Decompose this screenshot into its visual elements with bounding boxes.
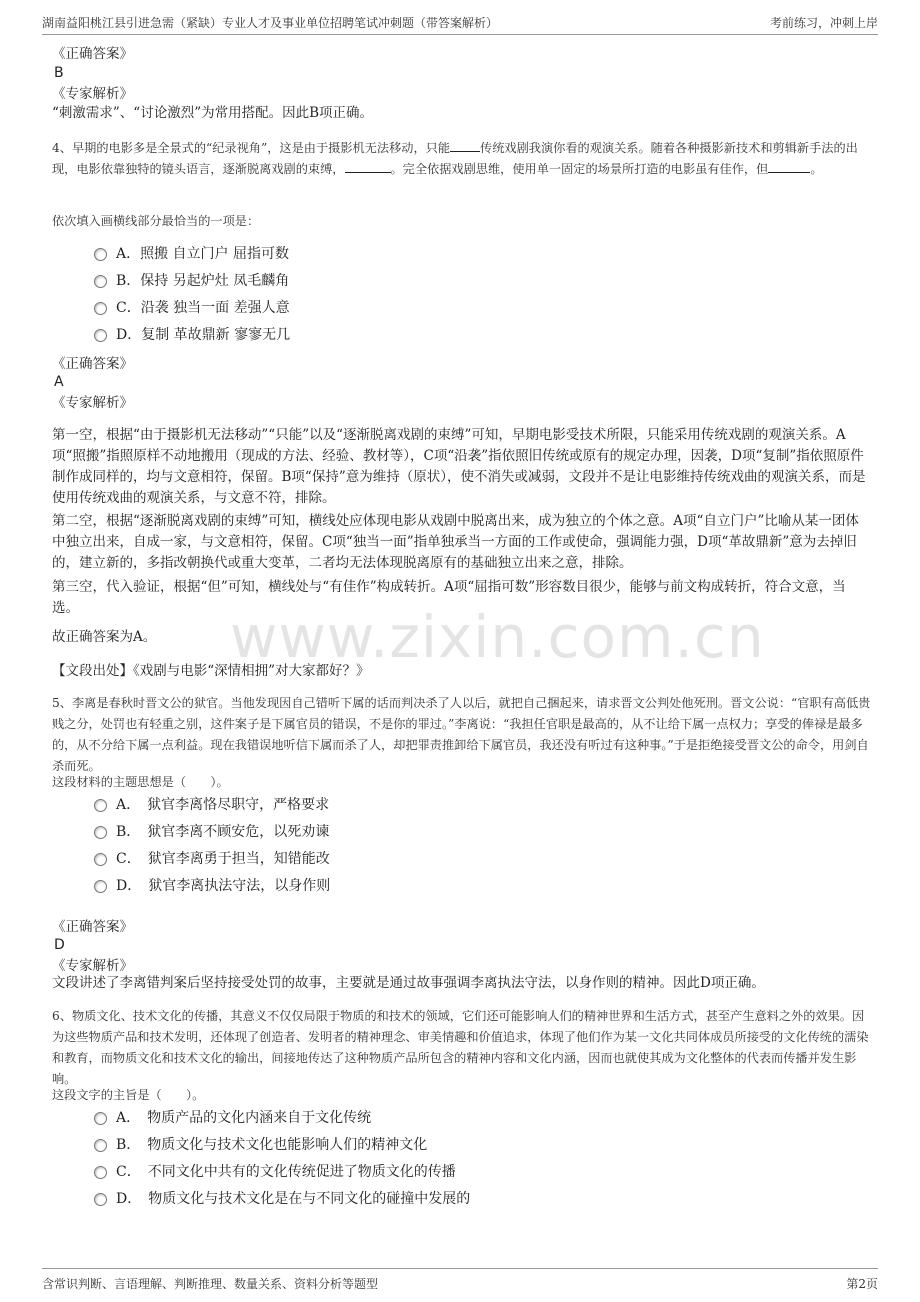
question-6-text: 6、物质文化、技术文化的传播，其意义不仅仅局限于物质的和技术的领域，它们还可能影响人们的精神世界和生活方式，甚至产生意料之外的效果。因为这些物质产品和技术发明，还体现了创造者、发明者的精神理念、审美情趣和价值追求，体现了他们作为某一文化共同体成员所接受的文化传统的濡染和教育，而物质文化和技术文化的输出，间接地传达了这种物质产品所包含的精神内容和文化内涵，因而也就使其成为文化整体的代表而传播并发生影响。 bbox=[52, 1009, 869, 1086]
analysis-label: 《专家解析》 bbox=[52, 86, 133, 102]
question-5-prompt: 这段材料的主题思想是（ ）。 bbox=[52, 775, 229, 789]
q5-option-c[interactable]: C． 狱官李离勇于担当，知错能改 bbox=[94, 849, 330, 869]
answer-label: 《正确答案》 bbox=[52, 46, 133, 62]
answer-value: D bbox=[54, 937, 65, 953]
radio-icon[interactable] bbox=[94, 275, 107, 288]
analysis-text: 文段讲述了李离错判案后坚持接受处罚的故事，主要就是通过故事强调李离执法守法，以身作则的精神。因此D项正确。 bbox=[52, 975, 765, 991]
source-note: 【文段出处】《戏剧与电影“深情相拥”对大家都好？》 bbox=[52, 663, 370, 679]
radio-icon[interactable] bbox=[94, 302, 107, 315]
answer-value: B bbox=[54, 65, 64, 81]
footer-topics: 含常识判断、言语理解、判断推理、数量关系、资料分析等题型 bbox=[42, 1277, 379, 1291]
radio-icon[interactable] bbox=[94, 826, 107, 839]
page-number: 第2页 bbox=[846, 1277, 878, 1291]
radio-icon[interactable] bbox=[94, 1139, 107, 1152]
page-header bbox=[42, 8, 878, 35]
q4-option-d[interactable]: D．复制 革故鼎新 寥寥无几 bbox=[94, 325, 290, 345]
radio-icon[interactable] bbox=[94, 329, 107, 342]
watermark: www.zixin.com.cn bbox=[230, 603, 765, 671]
analysis-label: 《专家解析》 bbox=[52, 958, 133, 974]
radio-icon[interactable] bbox=[94, 248, 107, 261]
analysis-paragraph-1: 第一空，根据“由于摄影机无法移动”“只能”以及“逐渐脱离戏剧的束缚”可知，早期电影受技术所限，只能采用传统戏剧的观演关系。A项“照搬”指照原样不动地搬用（现成的方法、经验、教材等），C项“沿袭”指依照旧传统或原有的规定办理，因袭，D项“复制”指依照原件制作成同样的，均与文意相符，保留。B项“保持”意为维持（原状），使不消失或减弱，文段并不是让电影维持传统戏曲的观演关系，而是使用传统戏曲的观演关系，与文意不符，排除。 bbox=[52, 427, 866, 506]
question-4-instruction: 依次填入画横线部分最恰当的一项是： bbox=[52, 214, 260, 228]
q6-option-a[interactable]: A． 物质产品的文化内涵来自于文化传统 bbox=[94, 1108, 371, 1128]
answer-label: 《正确答案》 bbox=[52, 356, 133, 372]
page-footer bbox=[42, 1268, 878, 1295]
radio-icon[interactable] bbox=[94, 853, 107, 866]
q6-option-b[interactable]: B． 物质文化与技术文化也能影响人们的精神文化 bbox=[94, 1135, 427, 1155]
header-slogan: 考前练习，冲刺上岸 bbox=[769, 16, 878, 30]
q6-option-d[interactable]: D． 物质文化与技术文化是在与不同文化的碰撞中发展的 bbox=[94, 1189, 470, 1209]
question-5-text: 5、李离是春秋时晋文公的狱官。当他发现因自己错听下属的话而判决杀了人以后，就把自己捆起来，请求晋文公判处他死刑。晋文公说：“官职有高低贵贱之分，处罚也有轻重之别，这件案子是下属官员的错误，不是你的罪过。”李离说：“我担任官职是最高的，从不让给下属一点权力；享受的俸禄是最多的，从不分给下属一点利益。现在我错误地听信下属而杀了人，却把罪责推卸给下属官员，我还没有听过有这种事。”于是拒绝接受晋文公的命令，用剑自杀而死。 bbox=[52, 696, 871, 773]
analysis-paragraph-2: 第二空，根据“逐渐脱离戏剧的束缚”可知，横线处应体现电影从戏剧中脱离出来，成为独立的个体之意。A项“自立门户”比喻从某一团体中独立出来，自成一家，与文意相符，保留。C项“独当一面”指单独承当一方面的工作或使命，强调能力强，D项“革故鼎新”意为去掉旧的，建立新的，多指改朝换代或重大变革，二者均无法体现脱离原有的基础独立出来之意，排除。 bbox=[52, 513, 859, 571]
q5-option-d[interactable]: D． 狱官李离执法守法，以身作则 bbox=[94, 876, 330, 896]
q5-option-b[interactable]: B． 狱官李离不顾安危，以死劝谏 bbox=[94, 822, 329, 842]
analysis-text: “刺激需求”、“讨论激烈”为常用搭配。因此B项正确。 bbox=[52, 105, 374, 121]
radio-icon[interactable] bbox=[94, 1112, 107, 1125]
question-6-prompt: 这段文字的主旨是（ ）。 bbox=[52, 1088, 205, 1102]
radio-icon[interactable] bbox=[94, 799, 107, 812]
q5-option-a[interactable]: A． 狱官李离恪尽职守，严格要求 bbox=[94, 795, 329, 815]
blank-1 bbox=[450, 138, 480, 152]
blank-3 bbox=[768, 159, 810, 173]
q6-option-c[interactable]: C． 不同文化中共有的文化传统促进了物质文化的传播 bbox=[94, 1162, 456, 1182]
answer-value: A bbox=[54, 374, 64, 390]
analysis-paragraph-3: 第三空，代入验证，根据“但”可知，横线处与“有佳作”构成转折。A项“屈指可数”形容数目很少，能够与前文构成转折，符合文意，当选。 bbox=[52, 579, 846, 616]
q4-option-a[interactable]: A．照搬 自立门户 屈指可数 bbox=[94, 244, 289, 264]
radio-icon[interactable] bbox=[94, 880, 107, 893]
q4-option-b[interactable]: B．保持 另起炉灶 凤毛麟角 bbox=[94, 271, 289, 291]
radio-icon[interactable] bbox=[94, 1193, 107, 1206]
analysis-conclusion: 故正确答案为A。 bbox=[52, 629, 157, 645]
q4-option-c[interactable]: C．沿袭 独当一面 差强人意 bbox=[94, 298, 290, 318]
radio-icon[interactable] bbox=[94, 1166, 107, 1179]
analysis-label: 《专家解析》 bbox=[52, 395, 133, 411]
answer-label: 《正确答案》 bbox=[52, 919, 133, 935]
question-4-text: 4、早期的电影多是全景式的“纪录视角”，这是由于摄影机无法移动，只能 传统戏剧我演你看的观演关系。随着各种摄影新技术和剪辑新手法的出现，电影依靠独特的镜头语言，逐渐脱离戏剧的束缚， 。完全依据戏剧思维，使用单一固定的场景所打造的电影虽有佳作，但 。 bbox=[52, 138, 872, 180]
document-title: 湖南益阳桃江县引进急需（紧缺）专业人才及事业单位招聘笔试冲刺题（带答案解析） bbox=[42, 16, 499, 30]
blank-2 bbox=[345, 159, 391, 173]
